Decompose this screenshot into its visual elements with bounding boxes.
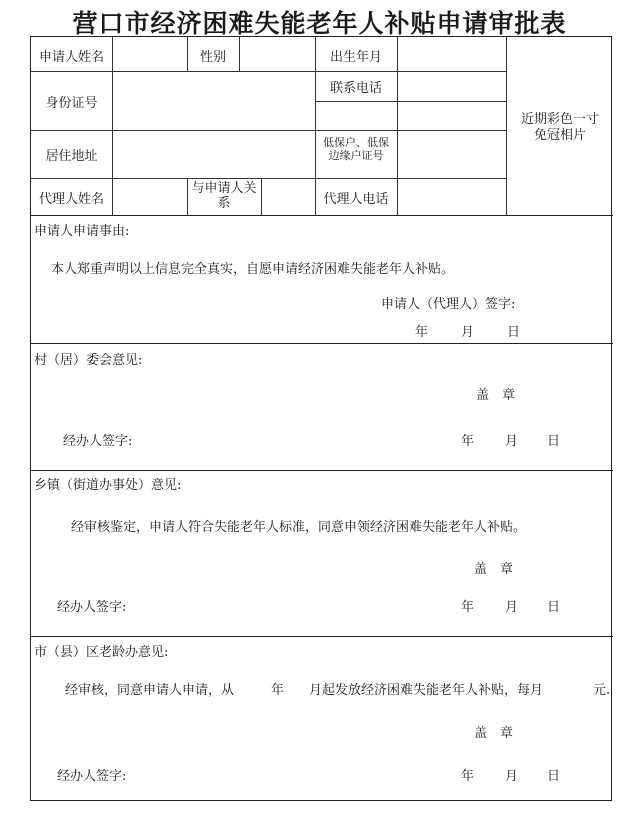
date-year: 年	[461, 434, 475, 449]
town-opinion-text: 经审核鉴定，申请人符合失能老年人标准，同意申领经济困难失能老年人补贴。	[71, 520, 527, 535]
photo-placeholder: 近期彩色一寸免冠相片	[520, 112, 599, 143]
county-opinion-part2: 月起发放经济困难失能老年人补贴，每月	[309, 683, 544, 698]
date-day: 日	[547, 434, 561, 449]
county-opinion-unit: 元.	[593, 683, 611, 698]
date-year: 年	[415, 325, 429, 340]
date-day: 日	[547, 600, 561, 615]
id-number-field[interactable]	[112, 71, 315, 130]
applicant-name-field[interactable]	[112, 37, 187, 71]
birth-date-field[interactable]	[397, 37, 506, 71]
gender-field[interactable]	[239, 37, 315, 71]
dibao-certificate-label: 低保户、低保边缘户证号	[323, 136, 389, 162]
agent-phone-label: 代理人电话	[323, 192, 389, 207]
section-divider	[31, 470, 613, 471]
declaration-text: 本人郑重声明以上信息完全真实，自愿申请经济困难失能老年人补贴。	[51, 262, 455, 277]
date-year: 年	[461, 769, 475, 784]
dibao-certificate-field[interactable]	[397, 101, 506, 178]
section-divider	[31, 636, 613, 637]
village-heading: 村（居）委会意见:	[34, 353, 143, 368]
form-title: 营口市经济困难失能老年人补贴申请审批表	[72, 9, 567, 38]
handler-signature-label: 经办人签字:	[57, 769, 127, 784]
contact-phone-label: 联系电话	[329, 81, 382, 96]
county-heading: 市（县）区老龄办意见:	[34, 645, 169, 660]
birth-date-label: 出生年月	[329, 50, 382, 65]
county-opinion-year: 年	[271, 683, 285, 698]
applicant-name-label: 申请人姓名	[38, 50, 104, 65]
date-month: 月	[505, 434, 519, 449]
grid-line	[187, 178, 188, 215]
date-month: 月	[461, 325, 475, 340]
county-opinion-part1: 经审核，同意申请人申请，从	[65, 683, 235, 698]
seal-label: 盖 章	[474, 562, 514, 577]
date-day: 日	[507, 325, 521, 340]
id-number-label: 身份证号	[45, 96, 98, 111]
seal-label: 盖 章	[474, 726, 514, 741]
applicant-signature-label: 申请人（代理人）签字:	[381, 297, 516, 312]
gender-label: 性别	[199, 50, 226, 65]
town-heading: 乡镇（街道办事处）意见:	[34, 478, 182, 493]
date-month: 月	[505, 769, 519, 784]
reason-heading: 申请人申请事由:	[34, 224, 130, 239]
relation-field[interactable]	[261, 178, 315, 215]
grid-line	[506, 37, 507, 215]
address-field[interactable]	[112, 130, 315, 178]
contact-phone-field[interactable]	[397, 71, 506, 101]
address-label: 居住地址	[45, 149, 98, 164]
relation-label: 与申请人关系	[191, 181, 257, 211]
date-day: 日	[547, 769, 561, 784]
date-month: 月	[505, 600, 519, 615]
agent-name-label: 代理人姓名	[38, 192, 104, 207]
handler-signature-label: 经办人签字:	[57, 600, 127, 615]
section-divider	[31, 215, 613, 216]
agent-phone-field[interactable]	[397, 178, 506, 215]
seal-label: 盖 章	[476, 388, 516, 403]
date-year: 年	[461, 600, 475, 615]
approval-form	[30, 36, 612, 801]
section-divider	[31, 343, 613, 344]
agent-name-field[interactable]	[112, 178, 187, 215]
handler-signature-label: 经办人签字:	[63, 434, 133, 449]
